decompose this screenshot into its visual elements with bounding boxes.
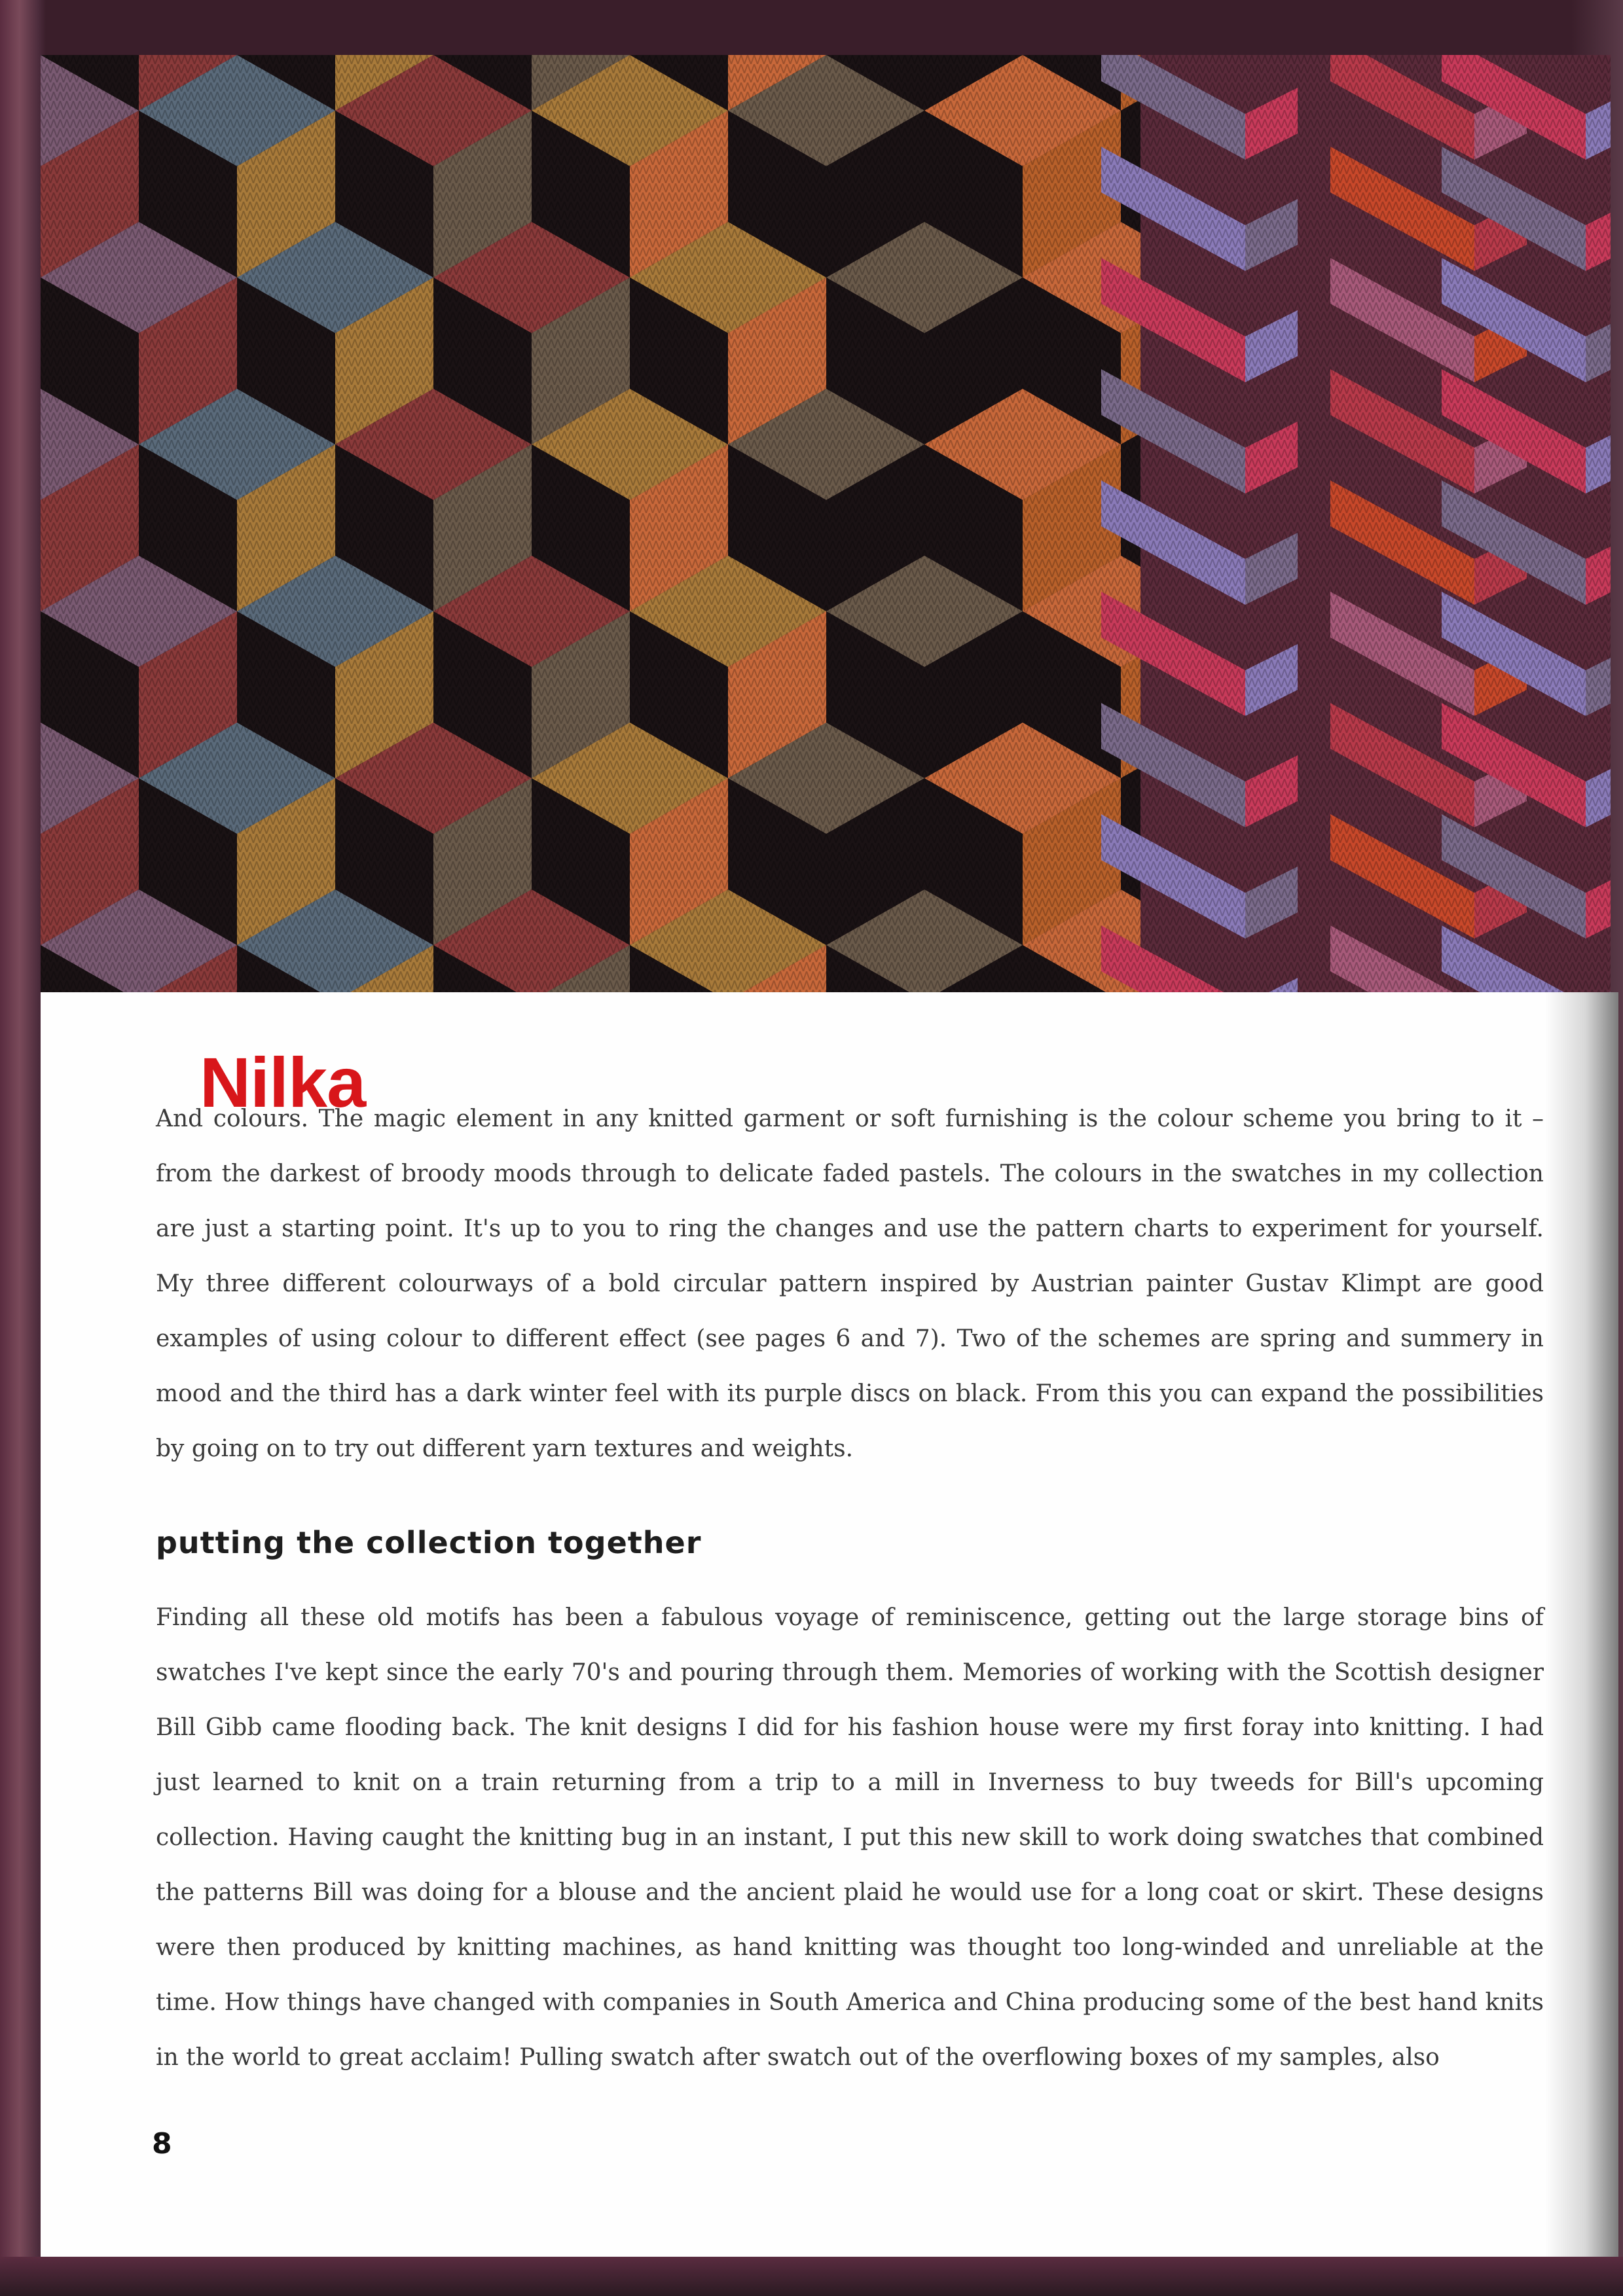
watermark-logo: Nilka [200,1043,366,1122]
intro-paragraph: And colours. The magic element in any knitted garment or soft furnishing is the colour scheme you bring to it – from the darkest of broody moods through to delicate faded pastels. The colours in the swatches in my collection are just a starting point. It's up to you to ring the changes and use the pattern charts to experiment for yourself. My three different colourways of a bold circular pattern inspired by Austrian painter Gustav Klimpt are good examples of using colour to different effect (see pages 6 and 7). Two of the schemes are spring and summery in mood and the third has a dark winter feel with its purple discs on black. From this you can expand the possibilities by going on to try out different yarn textures and weights. [156,1105,1544,1462]
knitted-swatch-photo [41,55,1611,992]
page-curl-shadow [1545,992,1618,2257]
tumbling-blocks-pattern [41,55,1611,992]
section-heading: putting the collection together [156,1525,702,1560]
collection-paragraph: Finding all these old motifs has been a fabulous voyage of reminiscence, getting out the large storage bins of swatches I've kept since the early 70's and pouring through them. Memories of working with the Scottish designer Bill Gibb came flooding back. The knit designs I did for his fashion house were my first foray into knitting. I had just learned to knit on a train returning from a trip to a mill in Inverness to buy tweeds for Bill's upcoming collection. Having caught the knitting bug in an instant, I put this new skill to work doing swatches that combined the patterns Bill was doing for a blouse and the ancient plaid he would use for a long coat or skirt. These designs were then produced by knitting machines, as hand knitting was thought too long-winded and unreliable at the time. How things have changed with companies in South America and China producing some of the best hand knits in the world to great acclaim! Pulling swatch after swatch out of the overflowing boxes of my samples, also [156,1604,1544,2071]
scan-bottom-edge [0,2257,1623,2296]
page-number: 8 [152,2127,172,2161]
